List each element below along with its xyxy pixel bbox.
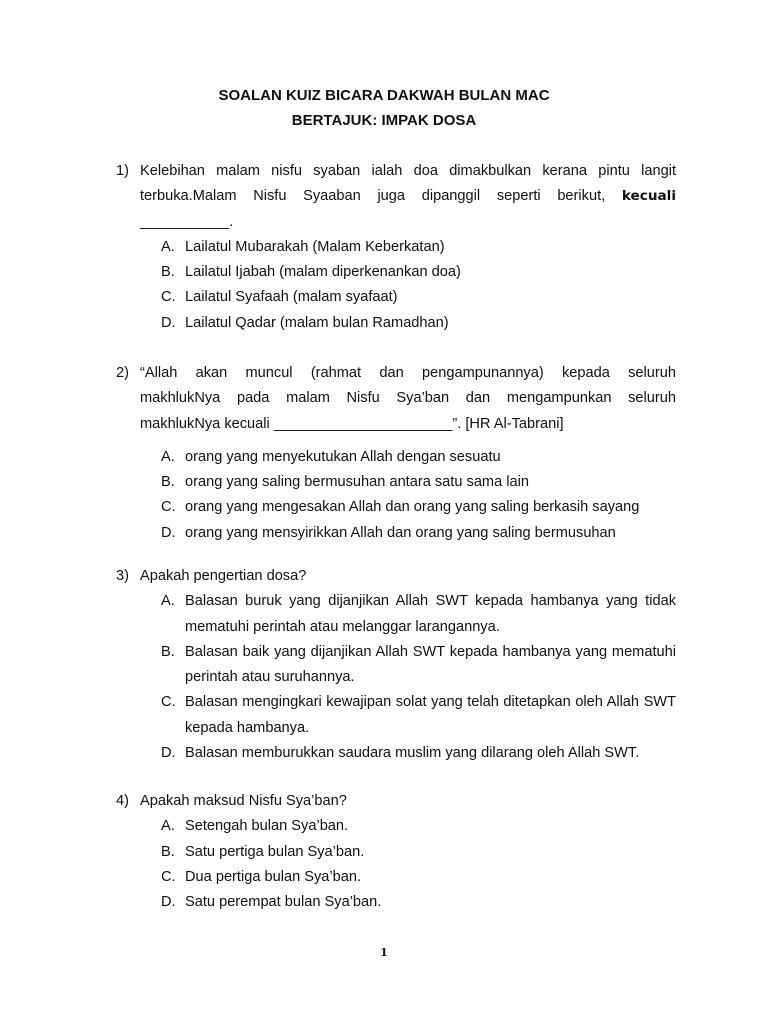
option-a	[161, 445, 676, 470]
option-letter: B.	[161, 643, 175, 660]
option-text: orang yang mensyirikkan Allah dan orang yang saling bermusuhan	[185, 524, 616, 541]
option-letter: D.	[161, 314, 176, 331]
question-1	[116, 159, 676, 336]
option-b	[161, 260, 676, 285]
option-text: Satu perempat bulan Sya’ban.	[185, 894, 382, 911]
option-a	[161, 814, 676, 839]
option-letter: C.	[161, 868, 176, 885]
option-letter: B.	[161, 843, 175, 860]
option-b	[161, 470, 676, 495]
option-d	[161, 890, 676, 915]
option-text: orang yang saling bermusuhan antara satu sama lain	[185, 474, 529, 491]
option-text: Balasan mengingkari kewajipan solat yang telah ditetapkan oleh Allah SWT kepada hambanya.	[185, 694, 676, 736]
document-subtitle: BERTAJUK: IMPAK DOSA	[291, 112, 477, 129]
option-text: Lailatul Mubarakah (Malam Keberkatan)	[185, 238, 445, 255]
option-letter: B.	[161, 264, 175, 281]
option-b	[161, 640, 676, 691]
option-c	[161, 690, 676, 741]
question-text: makhlukNya pada malam Nisfu Sya’ban dan mengampunkan seluruh	[140, 390, 676, 407]
page-number: 1	[380, 946, 388, 959]
question-text: Apakah maksud Nisfu Sya’ban?	[140, 793, 347, 809]
option-text: Lailatul Qadar (malam bulan Ramadhan)	[185, 314, 449, 331]
question-text	[140, 184, 676, 209]
option-text: orang yang mengesakan Allah dan orang yang saling berkasih sayang	[185, 499, 640, 516]
option-letter: C.	[161, 694, 176, 711]
option-a	[161, 235, 676, 260]
question-number: 1)	[116, 163, 129, 179]
question-text: makhlukNya kecuali ______________________”. [HR Al-Tabrani]	[140, 415, 564, 432]
question-text: Apakah pengertian dosa?	[140, 568, 307, 584]
option-a	[161, 589, 676, 640]
options-list	[161, 814, 676, 915]
option-b	[161, 840, 676, 865]
question-text-segment: terbuka.Malam Nisfu Syaaban juga dipanggil seperti berikut,	[140, 188, 606, 205]
option-text: Lailatul Syafaah (malam syafaat)	[185, 289, 398, 306]
options-list	[161, 235, 676, 336]
option-text: Balasan baik yang dijanjikan Allah SWT kepada hambanya yang mematuhi perintah atau suruhannya.	[185, 643, 676, 686]
question-number: 2)	[116, 365, 129, 381]
option-letter: D.	[161, 524, 176, 541]
question-number: 3)	[116, 568, 129, 584]
option-d	[161, 521, 676, 546]
option-letter: A.	[161, 238, 175, 255]
option-letter: A.	[161, 593, 175, 610]
option-letter: A.	[161, 818, 175, 835]
option-text: Setengah bulan Sya’ban.	[185, 818, 349, 835]
question-emphasis: kecuali	[621, 188, 676, 205]
question-blank: ___________.	[140, 213, 234, 230]
question-3	[116, 564, 676, 766]
question-number: 4)	[116, 793, 129, 809]
question-text: “Allah akan muncul (rahmat dan pengampunannya) kepada seluruh	[140, 365, 676, 381]
option-d	[161, 311, 676, 336]
option-c	[161, 495, 676, 520]
option-letter: A.	[161, 448, 175, 465]
option-letter: C.	[161, 289, 176, 306]
option-c	[161, 285, 676, 310]
option-letter: C.	[161, 499, 176, 516]
question-text: Kelebihan malam nisfu syaban ialah doa dimakbulkan kerana pintu langit	[140, 163, 676, 179]
option-d	[161, 741, 676, 766]
document-title: SOALAN KUIZ BICARA DAKWAH BULAN MAC	[218, 87, 550, 104]
option-c	[161, 865, 676, 890]
options-list	[161, 445, 676, 546]
question-4	[116, 789, 676, 915]
option-text: Satu pertiga bulan Sya’ban.	[185, 843, 365, 860]
option-letter: D.	[161, 745, 176, 762]
option-letter: D.	[161, 894, 176, 911]
option-text: orang yang menyekutukan Allah dengan sesuatu	[185, 448, 501, 465]
question-2	[116, 361, 676, 546]
option-text: Balasan buruk yang dijanjikan Allah SWT kepada hambanya yang tidak mematuhi perintah atau melanggar larangannya.	[185, 593, 676, 635]
option-text: Lailatul Ijabah (malam diperkenankan doa)	[185, 264, 461, 281]
option-letter: B.	[161, 474, 175, 491]
option-text: Dua pertiga bulan Sya’ban.	[185, 868, 362, 885]
option-text: Balasan memburukkan saudara muslim yang dilarang oleh Allah SWT.	[185, 745, 640, 762]
options-list	[161, 589, 676, 766]
